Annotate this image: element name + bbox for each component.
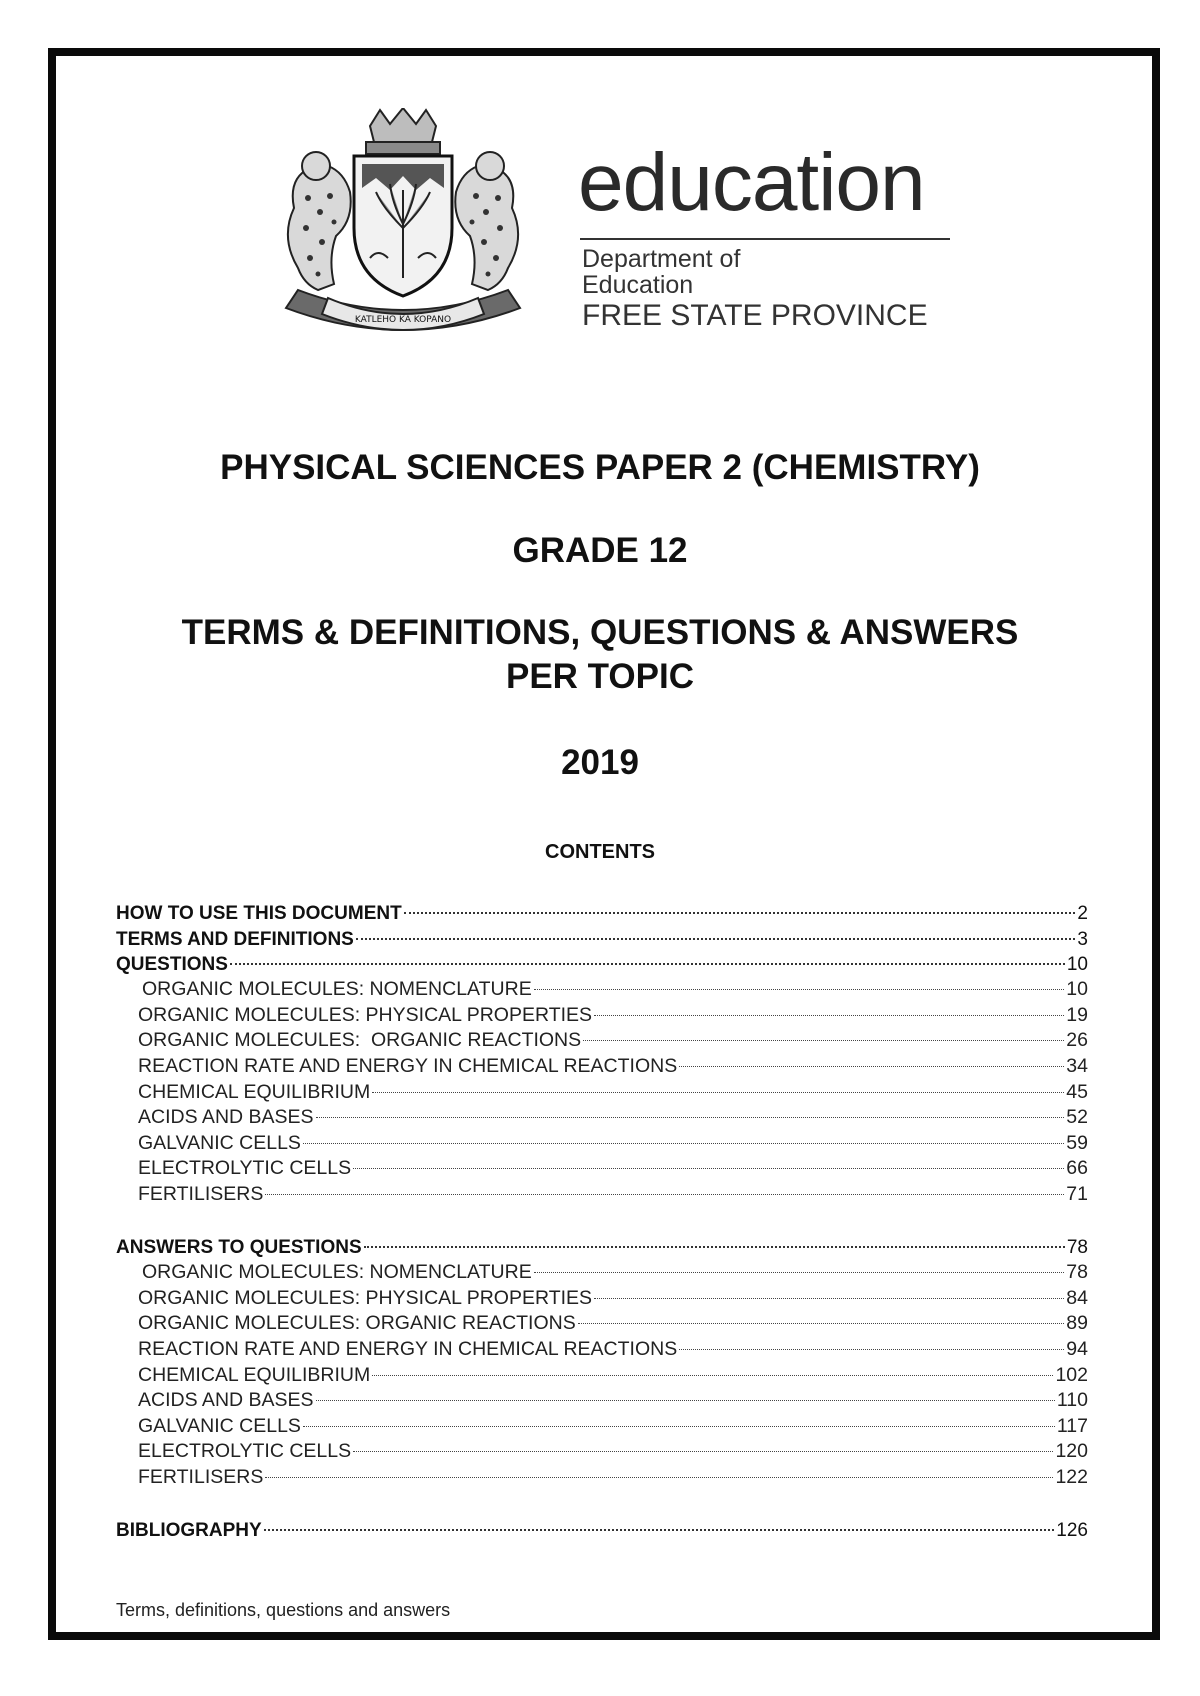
toc-page-number: 10 (1066, 954, 1088, 976)
toc-row-answers[interactable]: ANSWERS TO QUESTIONS 78 (116, 1232, 1088, 1258)
toc-row-questions-galvanic[interactable]: GALVANIC CELLS 59 (116, 1128, 1088, 1154)
toc-row-answers-galvanic[interactable]: GALVANIC CELLS 117 (116, 1411, 1088, 1437)
toc-page-number: 10 (1066, 978, 1088, 1001)
toc-row-how-to-use[interactable]: HOW TO USE THIS DOCUMENT 2 (116, 898, 1088, 924)
toc-row-questions-equilibrium[interactable]: CHEMICAL EQUILIBRIUM 45 (116, 1077, 1088, 1103)
toc-row-questions-nomenclature[interactable]: ORGANIC MOLECULES: NOMENCLATURE 10 (116, 975, 1088, 1001)
toc-row-questions-reaction-rate[interactable]: REACTION RATE AND ENERGY IN CHEMICAL REACTIONS 34 (116, 1052, 1088, 1078)
toc-page-number: 52 (1066, 1106, 1088, 1129)
document-title-line-1: TERMS & DEFINITIONS, QUESTIONS & ANSWERS (181, 613, 1019, 652)
motto-text: KATLEHO KA KOPANO (354, 315, 452, 325)
toc-page-number: 126 (1056, 1520, 1088, 1542)
toc-page-number: 117 (1056, 1414, 1088, 1437)
toc-row-answers-organic-reactions[interactable]: ORGANIC MOLECULES: ORGANIC REACTIONS 89 (116, 1309, 1088, 1335)
toc-row-questions-fertilisers[interactable]: FERTILISERS 71 (116, 1180, 1088, 1206)
toc-page-number: 78 (1066, 1261, 1088, 1284)
toc-page-number: 26 (1066, 1029, 1088, 1052)
toc-page-number: 120 (1055, 1440, 1088, 1463)
year-title: 2019 (561, 743, 639, 782)
toc-page-number: 71 (1066, 1183, 1088, 1206)
department-line-1: Department of (582, 245, 741, 273)
toc-page-number: 78 (1066, 1237, 1088, 1259)
coat-of-arms-logo (258, 108, 548, 350)
toc-page-number: 94 (1066, 1338, 1088, 1360)
contents-heading: CONTENTS (545, 841, 655, 863)
education-wordmark: education (578, 137, 925, 228)
toc-page-number: 19 (1066, 1003, 1088, 1026)
toc-page-number: 45 (1066, 1080, 1088, 1103)
toc-page-number: 89 (1066, 1312, 1088, 1335)
wordmark-divider (580, 238, 950, 240)
grade-title: GRADE 12 (512, 531, 688, 570)
toc-page-number: 3 (1077, 928, 1088, 950)
document-title-line-2: PER TOPIC (505, 657, 694, 696)
department-name (582, 246, 740, 298)
subject-title: PHYSICAL SCIENCES PAPER 2 (CHEMISTRY) (220, 448, 980, 487)
toc-row-bibliography[interactable]: BIBLIOGRAPHY 126 (116, 1515, 1088, 1541)
toc-page-number: 110 (1056, 1389, 1088, 1412)
toc-row-answers-fertilisers[interactable]: FERTILISERS 122 (116, 1462, 1088, 1488)
toc-page-number: 59 (1066, 1131, 1088, 1154)
toc-row-answers-physical-properties[interactable]: ORGANIC MOLECULES: PHYSICAL PROPERTIES 84 (116, 1283, 1088, 1309)
toc-row-questions[interactable]: QUESTIONS 10 (116, 949, 1088, 975)
toc-row-answers-acids-bases[interactable]: ACIDS AND BASES 110 (116, 1386, 1088, 1412)
toc-row-answers-reaction-rate[interactable]: REACTION RATE AND ENERGY IN CHEMICAL REACTIONS 94 (116, 1335, 1088, 1361)
province-name: FREE STATE PROVINCE (582, 299, 928, 332)
toc-row-terms-definitions[interactable]: TERMS AND DEFINITIONS 3 (116, 924, 1088, 950)
toc-page-number: 84 (1066, 1286, 1088, 1309)
toc-row-answers-equilibrium[interactable]: CHEMICAL EQUILIBRIUM 102 (116, 1360, 1088, 1386)
toc-page-number: 66 (1066, 1157, 1088, 1180)
toc-page-number: 2 (1077, 903, 1088, 924)
toc-row-questions-organic-reactions[interactable]: ORGANIC MOLECULES: ORGANIC REACTIONS 26 (116, 1026, 1088, 1052)
table-of-contents (116, 898, 1088, 1541)
toc-row-answers-nomenclature[interactable]: ORGANIC MOLECULES: NOMENCLATURE 78 (116, 1258, 1088, 1284)
toc-page-number: 102 (1055, 1363, 1088, 1386)
department-line-2: Education (582, 271, 694, 299)
toc-row-questions-electrolytic[interactable]: ELECTROLYTIC CELLS 66 (116, 1154, 1088, 1180)
page-footer: Terms, definitions, questions and answers (116, 1600, 451, 1620)
toc-row-questions-acids-bases[interactable]: ACIDS AND BASES 52 (116, 1103, 1088, 1129)
toc-page-number: 34 (1066, 1055, 1088, 1078)
toc-row-answers-electrolytic[interactable]: ELECTROLYTIC CELLS 120 (116, 1437, 1088, 1463)
toc-page-number: 122 (1055, 1465, 1088, 1488)
toc-row-questions-physical-properties[interactable]: ORGANIC MOLECULES: PHYSICAL PROPERTIES 19 (116, 1000, 1088, 1026)
